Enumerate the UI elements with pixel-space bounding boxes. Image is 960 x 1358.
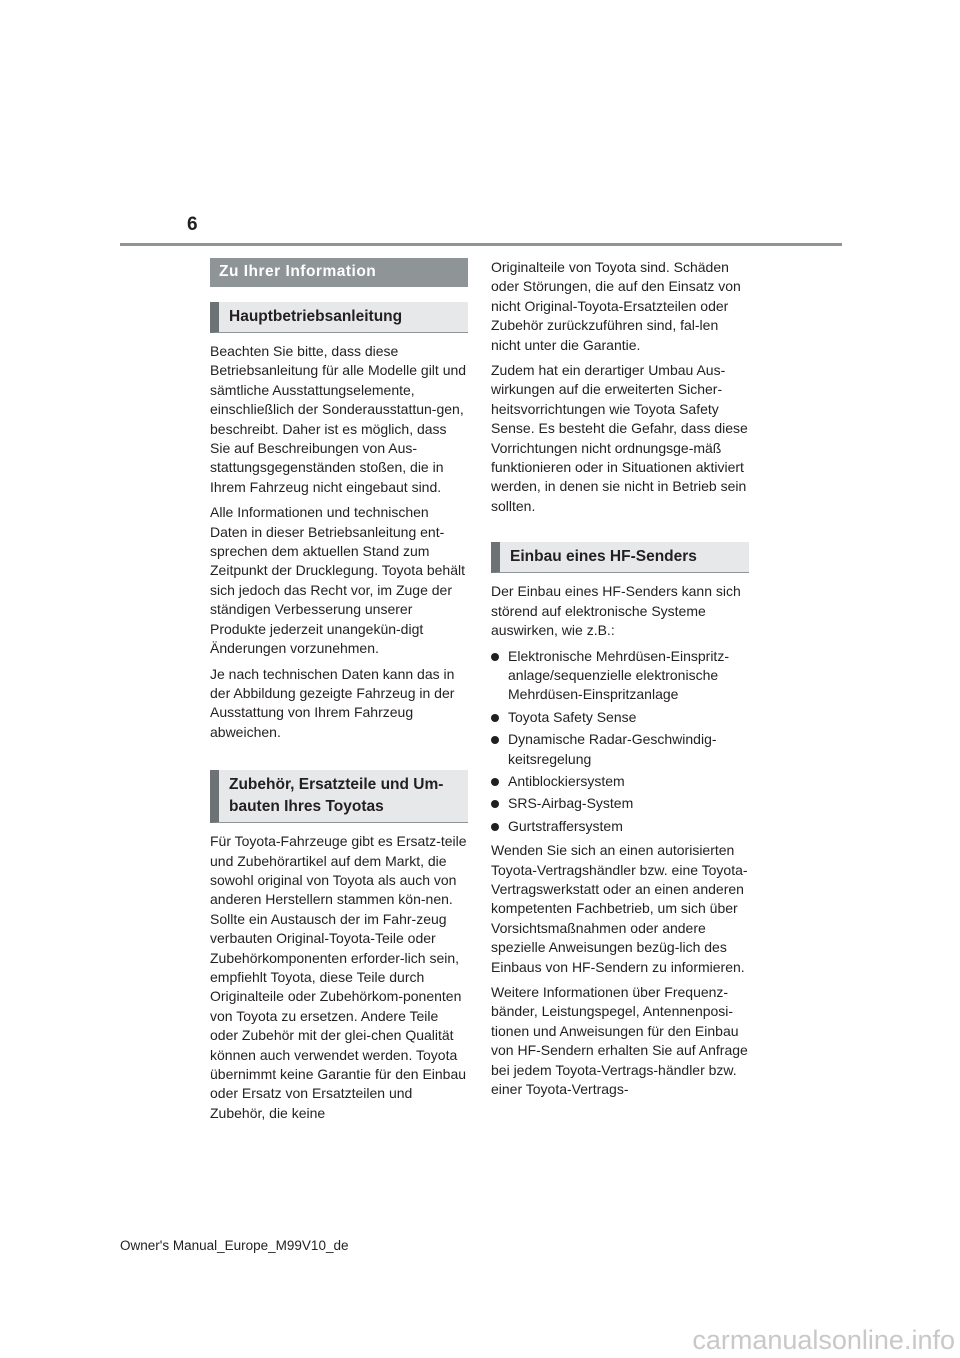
paragraph: Originalteile von Toyota sind. Schäden oder Störungen, die auf den Einsatz von nicht Original-Toyota-Ersatzteilen oder Zubehör zurückzuführen sind, fal-len nicht unter die Garantie. bbox=[491, 259, 741, 353]
bullet-icon bbox=[491, 823, 499, 831]
chapter-title: Zu Ihrer Information bbox=[210, 258, 468, 287]
bullet-icon bbox=[491, 800, 499, 808]
section-heading-hf-sender: Einbau eines HF-Senders bbox=[491, 542, 749, 573]
bullet-icon bbox=[491, 714, 499, 722]
paragraph: Je nach technischen Daten kann das in der Abbildung gezeigte Fahrzeug in der Ausstattung von Ihrem Fahrzeug abweichen. bbox=[210, 665, 455, 740]
top-rule bbox=[120, 243, 842, 246]
paragraph: Für Toyota-Fahrzeuge gibt es Ersatz-teile und Zubehörartikel auf dem Markt, die sowohl original von Toyota als auch von anderen Herstellern stammen kön-nen. Sollte ein Austausch der im Fahr-zeug verbauten Original-Toyota-Teile oder Zubehörkomponenten erforder-lich sein, empfiehlt Toyota, diese Teile durch Originalteile oder Zubehörkom-ponenten von Toyota zu ersetzen. Andere Teile oder Zubehör mit der glei-chen Qualität können auch verwendet werden. Toyota übernimmt keine Garantie für den Einbau oder Ersatz von Ersatzteilen und Zubehör, die keine bbox=[210, 833, 467, 1121]
paragraph: Der Einbau eines HF-Senders kann sich störend auf elektronische Systeme auswirken, wie z.B.: bbox=[491, 583, 741, 639]
list-item: Toyota Safety Sense bbox=[491, 708, 749, 727]
footer-doc-id: Owner's Manual_Europe_M99V10_de bbox=[120, 1238, 349, 1253]
watermark: carmanualsonline.info bbox=[692, 1325, 955, 1355]
section-heading-zubehoer: Zubehör, Ersatzteile und Um-bauten Ihres Toyotas bbox=[210, 770, 468, 823]
list-item: SRS-Airbag-System bbox=[491, 794, 749, 813]
section-heading-hauptbetriebsanleitung: Hauptbetriebsanleitung bbox=[210, 302, 468, 333]
page-number: 6 bbox=[187, 214, 198, 235]
list-item: Gurtstraffersystem bbox=[491, 817, 749, 836]
paragraph: Weitere Informationen über Frequenz-bänder, Leistungspegel, Antennenposi-tionen und Anweisungen für den Einbau von HF-Sendern erhalten Sie auf Anfrage bei jedem Toyota-Vertrags-händler bzw. einer Toyota-Vertrags- bbox=[491, 984, 748, 1098]
paragraph: Beachten Sie bitte, dass diese Betriebsanleitung für alle Modelle gilt und sämtliche Ausstattungselemente, einschließlich der Sonderausstattun-gen, beschreibt. Daher ist es möglich, dass Sie auf Beschreibungen von Aus-stattungsgegenständen stoßen, die in Ihrem Fahrzeug nicht eingebaut sind. bbox=[210, 343, 467, 495]
right-column bbox=[491, 258, 749, 1105]
bullet-icon bbox=[491, 778, 499, 786]
paragraph: Wenden Sie sich an einen autorisierten Toyota-Vertragshändler bzw. eine Toyota-Vertragswerkstatt oder an einen anderen kompetenten Fachbetrieb, um sich über Vorsichtsmaßnahmen oder andere spezielle Anweisungen bezüg-lich des Einbaus von HF-Sendern zu informieren. bbox=[491, 842, 748, 975]
affected-systems-list bbox=[491, 647, 749, 837]
left-column bbox=[210, 258, 468, 1129]
bullet-icon bbox=[491, 736, 499, 744]
list-item: Elektronische Mehrdüsen-Einspritz-anlage/sequenzielle elektronische Mehrdüsen-Einspritzanlage bbox=[491, 647, 749, 705]
list-item: Dynamische Radar-Geschwindig-keitsregelung bbox=[491, 730, 749, 769]
paragraph: Zudem hat ein derartiger Umbau Aus-wirkungen auf die erweiterten Sicher-heitsvorrichtungen wie Toyota Safety Sense. Es besteht die Gefahr, dass diese Vorrichtungen nicht ordnungsge-mäß funktionieren oder in Situationen aktiviert werden, in denen sie nicht in Betrieb sein sollten. bbox=[491, 362, 748, 514]
bullet-icon bbox=[491, 653, 499, 661]
list-item: Antiblockiersystem bbox=[491, 772, 749, 791]
paragraph: Alle Informationen und technischen Daten in dieser Betriebsanleitung ent-sprechen dem aktuellen Stand zum Zeitpunkt der Drucklegung. Toyota behält sich jedoch das Recht vor, im Zuge der ständigen Verbesserung unserer Produkte jederzeit unangekün-digt Änderungen vorzunehmen. bbox=[210, 504, 466, 657]
